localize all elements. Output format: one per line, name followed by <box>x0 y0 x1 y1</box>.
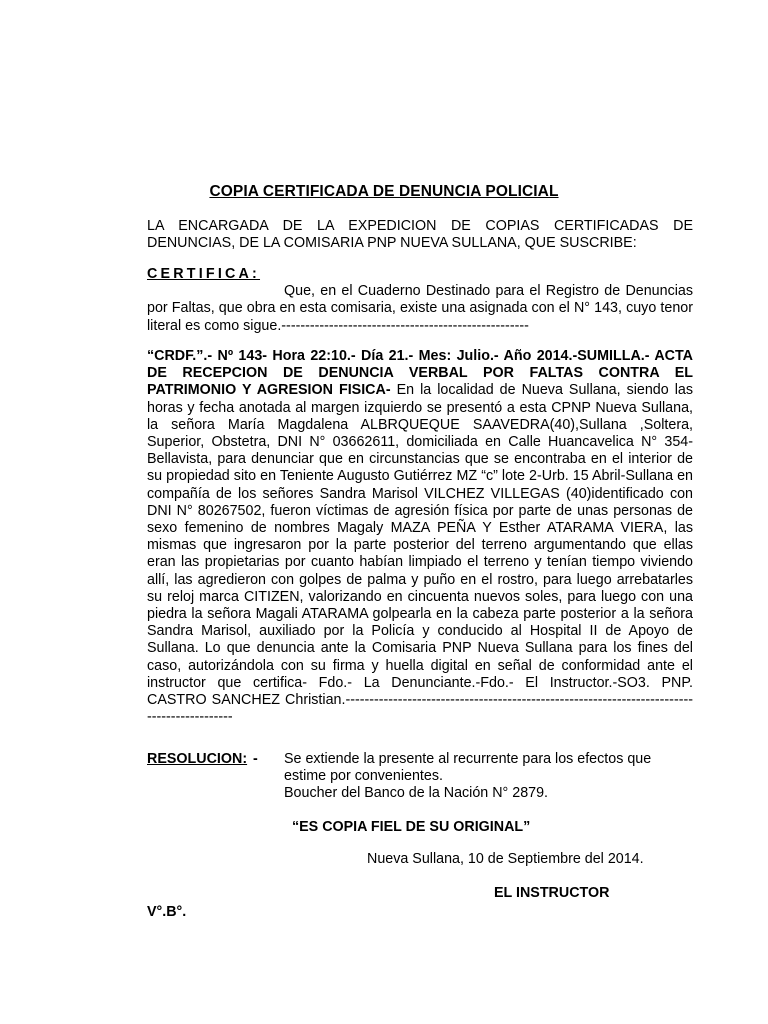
denuncia-body <box>147 348 693 726</box>
visto-bueno: V°.B°. <box>147 904 187 920</box>
resolucion-line-3: Boucher del Banco de la Nación N° 2879. <box>284 785 549 802</box>
instructor-signature: EL INSTRUCTOR <box>494 885 610 901</box>
resolucion-label: RESOLUCION: <box>147 751 248 767</box>
resolucion-line-1: Se extiende la presente al recurrente para los efectos que <box>284 751 652 767</box>
denuncia-heading: “CRDF.”.- Nº 143- Hora 22:10.- Día 21.- Mes: Julio.- Año 2014.-SUMILLA.- ACTA DE RECEPCION DE DENUNCIA VERBAL POR FALTAS CONTRA EL PATRIMONIO Y AGRESION FISICA- <box>147 348 693 399</box>
document-title: COPIA CERTIFICADA DE DENUNCIA POLICIAL <box>209 183 559 200</box>
certifica-text: Denuncias por Faltas, que obra en esta comisaria, existe una asignada con el N° 143, cuyo tenor literal es como sigue.---------------------------------------------------- <box>147 283 693 334</box>
certifica-first-line: Que, en el Cuaderno Destinado para el Registro de <box>284 283 621 300</box>
place-date: Nueva Sullana, 10 de Septiembre del 2014. <box>367 851 644 867</box>
resolucion-dash: - <box>253 751 258 767</box>
certifica-paragraph <box>147 266 693 335</box>
certifica-label: CERTIFICA: <box>147 266 261 282</box>
resolucion-text <box>284 751 694 803</box>
resolucion-line-2: estime por convenientes. <box>284 768 443 785</box>
copia-fiel-statement: “ES COPIA FIEL DE SU ORIGINAL” <box>292 819 531 835</box>
intro-paragraph: LA ENCARGADA DE LA EXPEDICION DE COPIAS CERTIFICADAS DE DENUNCIAS, DE LA COMISARIA PNP NUEVA SULLANA, QUE SUSCRIBE: <box>147 218 693 252</box>
denuncia-text: En la localidad de Nueva Sullana, siendo las horas y fecha anotada al margen izquierdo se presentó a esta CPNP Nueva Sullana, la señora María Magdalena ALBRQUEQUE SAAVEDRA(40),Sullana ,Soltera, Superior, Obstetra, DNI N° 03662611, domiciliada en Calle Huancavelica N° 354-Bellavista, para denunciar que en circunstancias que se encontraba en el interior de su propiedad sito en Teniente Augusto Gutiérrez MZ “c” lote 2-Urb. 15 Abril-Sullana en compañía de los señores Sandra Marisol VILCHEZ VILLEGAS (40)identificado con DNI N° 80267502, fueron víctimas de agresión física por parte de unas personas de sexo femenino de nombres Magaly MAZA PEÑA Y Esther ATARAMA VIERA, las mismas que ingresaron por la parte posterior del terreno argumentando que ellas eran las propietarias por cuanto habían limpiado el terreno y tenían tiempo viviendo allí, las agredieron con golpes de palma y puño en el rostro, para luego arrebatarles su reloj marca CITIZEN, valorizando en cincuenta nuevos soles, para luego con una piedra la señora Magali ATARAMA golpearla en la cabeza parte posterior a la señora Sandra Marisol, auxiliado por la Policía y conducido al Hospital II de Apoyo de Sullana. Lo que denuncia ante la Comisaria PNP Nueva Sullana para los fines del caso, autorizándola con su firma y huella digital en señal de conformidad ante el instructor que certifica- Fdo.- La Denunciante.-Fdo.- El Instructor.-SO3. PNP. CASTRO SANCHEZ Christian.------------------------------------------------------------------------------------------- <box>147 382 693 726</box>
